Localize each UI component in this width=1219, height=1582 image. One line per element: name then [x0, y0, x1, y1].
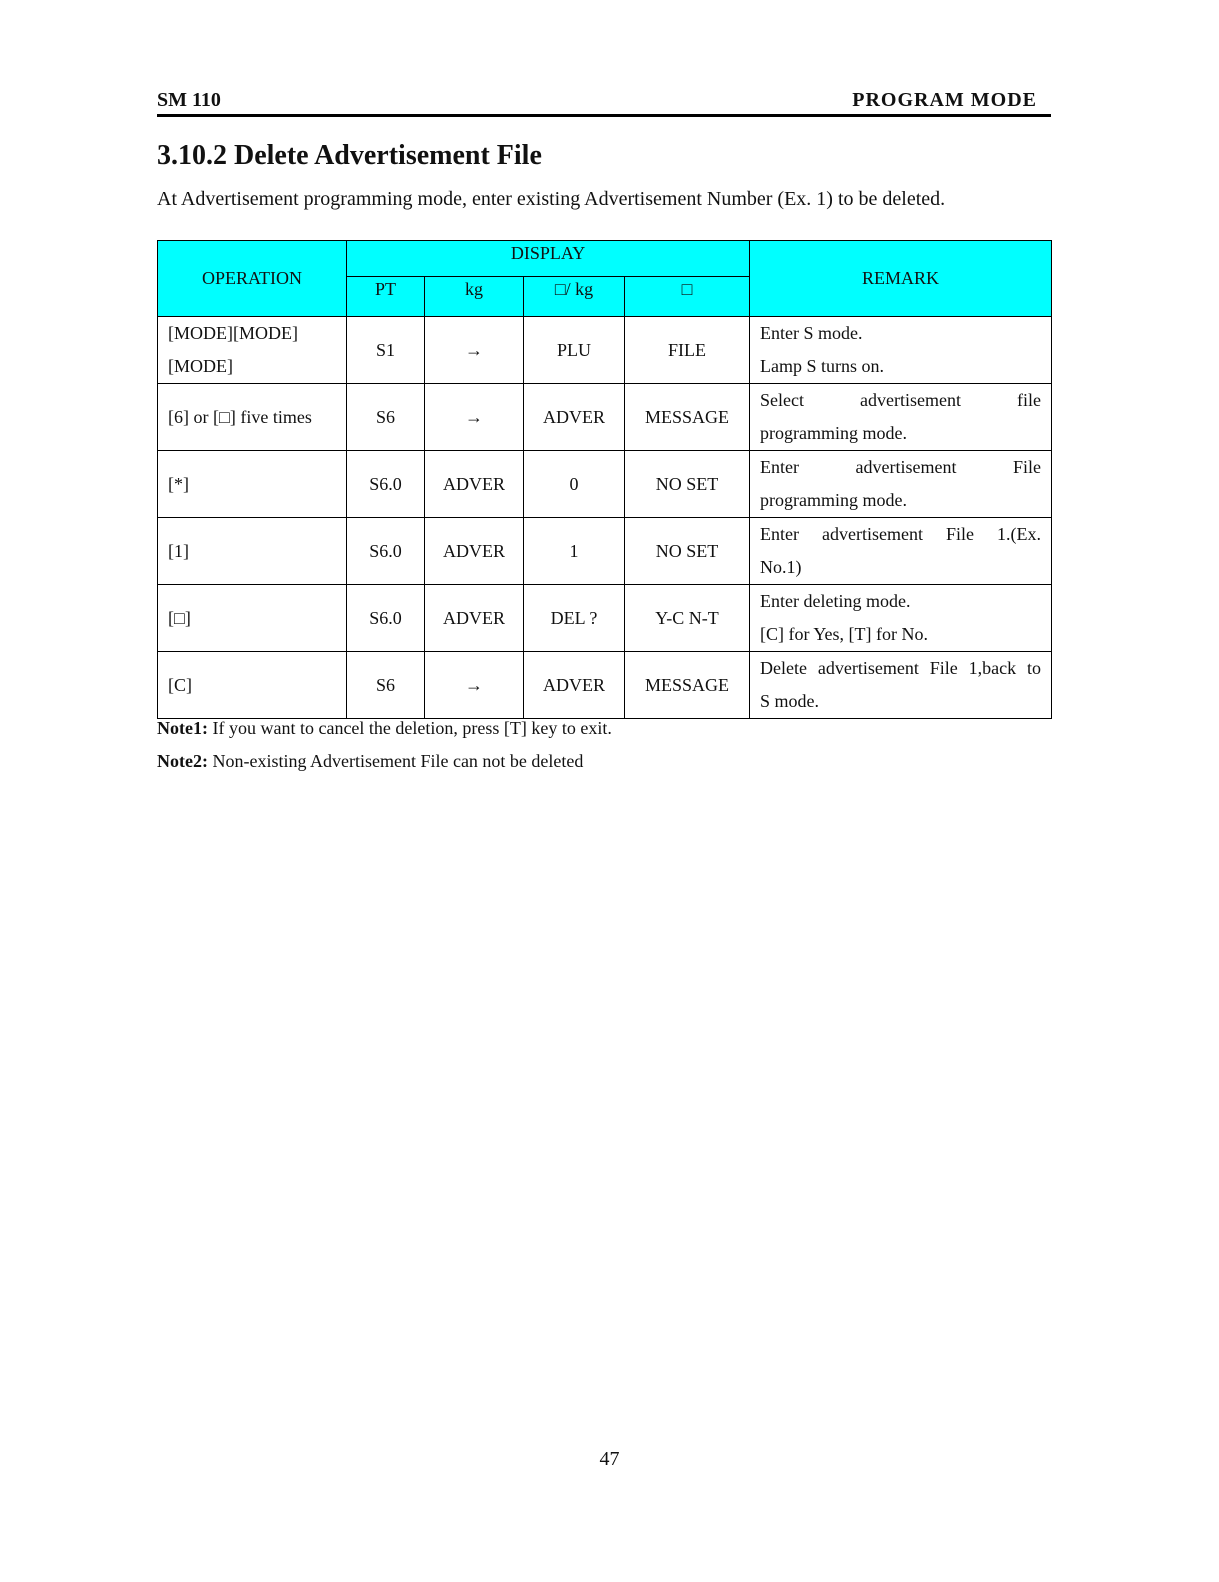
operation-line: [□]: [168, 607, 191, 628]
remark-line: programming mode.: [760, 490, 908, 510]
cell-kg: →: [425, 384, 524, 451]
table-row: [158, 518, 1052, 585]
table-header-row: [158, 241, 1052, 277]
header-operation: OPERATION: [158, 241, 347, 317]
cell-total: MESSAGE: [625, 652, 750, 719]
remark-line: programming mode.: [760, 423, 908, 443]
cell-kg: →: [425, 652, 524, 719]
cell-total: FILE: [625, 317, 750, 384]
cell-operation: [158, 518, 347, 585]
remark-line: Enter deleting mode.: [760, 591, 911, 611]
cell-unit-price: ADVER: [524, 384, 625, 451]
operation-line: [MODE][MODE]: [168, 323, 298, 343]
note-text: Non-existing Advertisement File can not be deleted: [207, 751, 584, 771]
cell-unit-price: ADVER: [524, 652, 625, 719]
operation-line: [6] or [□] five times: [168, 406, 312, 427]
cell-total: Y-C N-T: [625, 585, 750, 652]
cell-remark: [750, 451, 1052, 518]
header-remark: REMARK: [750, 241, 1052, 317]
cell-total: NO SET: [625, 451, 750, 518]
cell-pt: S6: [347, 384, 425, 451]
notes: [157, 712, 612, 778]
remark-line: Select advertisement file: [760, 390, 1042, 410]
cell-kg: ADVER: [425, 451, 524, 518]
operation-table: [157, 240, 1052, 719]
cell-unit-price: DEL ?: [524, 585, 625, 652]
cell-operation: [158, 585, 347, 652]
remark-line: Enter S mode.: [760, 323, 863, 343]
note-label: Note2:: [157, 751, 208, 771]
remark-line: Enter advertisement File: [760, 457, 1042, 477]
cell-kg: ADVER: [425, 585, 524, 652]
cell-operation: [158, 317, 347, 384]
cell-pt: S6.0: [347, 585, 425, 652]
cell-pt: S6.0: [347, 451, 425, 518]
cell-kg: →: [425, 317, 524, 384]
remark-line: Lamp S turns on.: [760, 356, 885, 376]
remark-line: No.1): [760, 557, 802, 577]
operation-line: [MODE]: [168, 356, 233, 376]
remark-line: S mode.: [760, 691, 820, 711]
note-1: [157, 712, 612, 745]
operation-line: [*]: [168, 473, 189, 494]
header-pt: PT: [347, 277, 425, 317]
cell-unit-price: 0: [524, 451, 625, 518]
running-header: [157, 90, 1051, 117]
note-2: [157, 745, 612, 778]
table-row: [158, 451, 1052, 518]
section-title: 3.10.2 Delete Advertisement File: [157, 140, 542, 171]
cell-remark: [750, 652, 1052, 719]
note-label: Note1:: [157, 718, 208, 738]
cell-remark: [750, 317, 1052, 384]
page-number: 47: [599, 1448, 620, 1470]
remark-line: [C] for Yes, [T] for No.: [760, 624, 929, 644]
header-unit-price: □/ kg: [524, 277, 625, 317]
note-text: If you want to cancel the deletion, press [T] key to exit.: [207, 718, 612, 738]
table-row: [158, 317, 1052, 384]
cell-unit-price: PLU: [524, 317, 625, 384]
header-total: □: [625, 277, 750, 317]
cell-pt: S6: [347, 652, 425, 719]
cell-remark: [750, 518, 1052, 585]
section-name: PROGRAM MODE: [852, 89, 1037, 111]
cell-pt: S1: [347, 317, 425, 384]
table-body: [158, 317, 1052, 719]
operation-line: [C]: [168, 674, 192, 695]
table-row: [158, 585, 1052, 652]
cell-pt: S6.0: [347, 518, 425, 585]
cell-operation: [158, 652, 347, 719]
header-kg: kg: [425, 277, 524, 317]
operation-line: [1]: [168, 540, 189, 561]
cell-kg: ADVER: [425, 518, 524, 585]
cell-total: MESSAGE: [625, 384, 750, 451]
table-row: [158, 384, 1052, 451]
table-row: [158, 652, 1052, 719]
model-name: SM 110: [157, 89, 221, 111]
cell-operation: [158, 384, 347, 451]
remark-line: Delete advertisement File 1,back to: [760, 658, 1042, 678]
cell-remark: [750, 384, 1052, 451]
cell-total: NO SET: [625, 518, 750, 585]
cell-unit-price: 1: [524, 518, 625, 585]
remark-line: Enter advertisement File 1.(Ex.: [760, 524, 1042, 544]
cell-operation: [158, 451, 347, 518]
cell-remark: [750, 585, 1052, 652]
header-display: DISPLAY: [347, 241, 750, 277]
intro-paragraph: At Advertisement programming mode, enter existing Advertisement Number (Ex. 1) to be deleted.: [157, 188, 946, 210]
